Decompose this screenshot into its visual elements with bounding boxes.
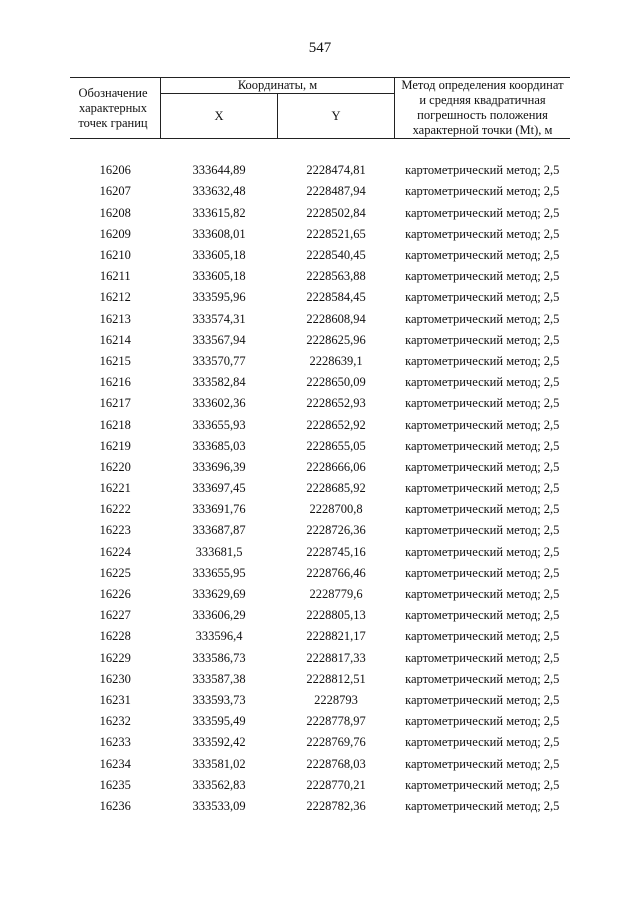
point-id-cell: 16235 [99, 777, 131, 792]
table-row [70, 775, 570, 796]
table-row [70, 266, 570, 287]
y-cell: 2228563,88 [306, 269, 366, 284]
method-cell: картометрический метод; 2,5 [405, 290, 560, 305]
point-id-cell: 16226 [99, 587, 131, 602]
table-header [70, 78, 570, 139]
method-cell: картометрический метод; 2,5 [405, 523, 560, 538]
table-row [70, 181, 570, 202]
point-id-cell: 16221 [99, 481, 131, 496]
table-row [70, 224, 570, 245]
y-cell: 2228821,17 [306, 629, 366, 644]
table-row [70, 160, 570, 181]
x-cell: 333592,42 [192, 735, 246, 750]
y-cell: 2228778,97 [306, 714, 366, 729]
point-id-cell: 16209 [99, 226, 131, 241]
table-row [70, 626, 570, 647]
point-id-cell: 16219 [99, 438, 131, 453]
header-y: Y [278, 94, 395, 139]
method-cell: картометрический метод; 2,5 [405, 756, 560, 771]
table-row [70, 457, 570, 478]
y-cell: 2228817,33 [306, 650, 366, 665]
point-id-cell: 16222 [99, 502, 131, 517]
table-row [70, 372, 570, 393]
y-cell: 2228779,6 [309, 587, 363, 602]
y-cell: 2228812,51 [306, 671, 366, 686]
x-cell: 333582,84 [192, 375, 246, 390]
method-cell: картометрический метод; 2,5 [405, 163, 560, 178]
x-cell: 333567,94 [192, 332, 246, 347]
point-id-cell: 16227 [99, 608, 131, 623]
x-cell: 333608,01 [192, 226, 246, 241]
x-cell: 333685,03 [192, 438, 246, 453]
method-cell: картометрический метод; 2,5 [405, 777, 560, 792]
table-row [70, 563, 570, 584]
method-cell: картометрический метод; 2,5 [405, 205, 560, 220]
table-row [70, 478, 570, 499]
x-cell: 333595,49 [192, 714, 246, 729]
y-cell: 2228700,8 [309, 502, 363, 517]
point-id-cell: 16231 [99, 692, 131, 707]
x-cell: 333615,82 [192, 205, 246, 220]
point-id-cell: 16236 [99, 798, 131, 813]
point-id-cell: 16208 [99, 205, 131, 220]
y-cell: 2228639,1 [309, 353, 363, 368]
x-cell: 333570,77 [192, 353, 246, 368]
table-row [70, 287, 570, 308]
x-cell: 333681,5 [195, 544, 243, 559]
point-id-cell: 16216 [99, 375, 131, 390]
y-cell: 2228521,65 [306, 226, 366, 241]
header-method-line: характерной точки (Mt), м [412, 123, 553, 137]
table-row [70, 732, 570, 753]
table-body [70, 139, 570, 818]
point-id-cell: 16228 [99, 629, 131, 644]
header-point-label-line: точек границ [78, 115, 148, 130]
method-cell: картометрический метод; 2,5 [405, 544, 560, 559]
x-cell: 333533,09 [192, 798, 246, 813]
point-id-cell: 16223 [99, 523, 131, 538]
method-cell: картометрический метод; 2,5 [405, 269, 560, 284]
x-cell: 333574,31 [192, 311, 246, 326]
method-cell: картометрический метод; 2,5 [405, 565, 560, 580]
y-cell: 2228745,16 [306, 544, 366, 559]
table-row [70, 499, 570, 520]
header-point-label-line: Обозначение [78, 85, 148, 100]
point-id-cell: 16233 [99, 735, 131, 750]
y-cell: 2228770,21 [306, 777, 366, 792]
method-cell: картометрический метод; 2,5 [405, 375, 560, 390]
y-cell: 2228584,45 [306, 290, 366, 305]
method-cell: картометрический метод; 2,5 [405, 502, 560, 517]
table-row [70, 711, 570, 732]
point-id-cell: 16218 [99, 417, 131, 432]
point-id-cell: 16213 [99, 311, 131, 326]
method-cell: картометрический метод; 2,5 [405, 798, 560, 813]
method-cell: картометрический метод; 2,5 [405, 735, 560, 750]
method-cell: картометрический метод; 2,5 [405, 332, 560, 347]
y-cell: 2228805,13 [306, 608, 366, 623]
method-cell: картометрический метод; 2,5 [405, 311, 560, 326]
y-cell: 2228652,93 [306, 396, 366, 411]
table-row [70, 753, 570, 774]
point-id-cell: 16210 [99, 248, 131, 263]
table-row [70, 542, 570, 563]
table-row [70, 436, 570, 457]
header-x: X [161, 94, 278, 139]
method-cell: картометрический метод; 2,5 [405, 629, 560, 644]
x-cell: 333655,95 [192, 565, 246, 580]
x-cell: 333593,73 [192, 692, 246, 707]
y-cell: 2228766,46 [306, 565, 366, 580]
method-cell: картометрический метод; 2,5 [405, 184, 560, 199]
x-cell: 333606,29 [192, 608, 246, 623]
method-cell: картометрический метод; 2,5 [405, 608, 560, 623]
y-cell: 2228726,36 [306, 523, 366, 538]
header-method-line: Метод определения координат [401, 78, 564, 92]
point-id-cell: 16230 [99, 671, 131, 686]
point-id-cell: 16217 [99, 396, 131, 411]
table-row [70, 203, 570, 224]
y-cell: 2228608,94 [306, 311, 366, 326]
x-cell: 333605,18 [192, 248, 246, 263]
table-row [70, 690, 570, 711]
x-cell: 333586,73 [192, 650, 246, 665]
table-row [70, 393, 570, 414]
x-cell: 333655,93 [192, 417, 246, 432]
point-id-cell: 16215 [99, 353, 131, 368]
table-row [70, 669, 570, 690]
method-cell: картометрический метод; 2,5 [405, 459, 560, 474]
point-id-cell: 16232 [99, 714, 131, 729]
table-row [70, 351, 570, 372]
method-cell: картометрический метод; 2,5 [405, 650, 560, 665]
header-point-label-line: характерных [79, 100, 147, 115]
y-cell: 2228502,84 [306, 205, 366, 220]
x-cell: 333697,45 [192, 481, 246, 496]
page-number: 547 [308, 40, 332, 56]
header-point-label [70, 78, 161, 139]
method-cell: картометрический метод; 2,5 [405, 587, 560, 602]
x-cell: 333595,96 [192, 290, 246, 305]
method-cell: картометрический метод; 2,5 [405, 396, 560, 411]
x-cell: 333687,87 [192, 523, 246, 538]
header-method-line: погрешность положения [417, 108, 548, 122]
method-cell: картометрический метод; 2,5 [405, 417, 560, 432]
table-row [70, 648, 570, 669]
table-row [70, 245, 570, 266]
table-row [70, 330, 570, 351]
method-cell: картометрический метод; 2,5 [405, 481, 560, 496]
y-cell: 2228769,76 [306, 735, 366, 750]
y-cell: 2228487,94 [306, 184, 366, 199]
point-id-cell: 16225 [99, 565, 131, 580]
y-cell: 2228540,45 [306, 248, 366, 263]
point-id-cell: 16214 [99, 332, 131, 347]
method-cell: картометрический метод; 2,5 [405, 226, 560, 241]
y-cell: 2228768,03 [306, 756, 366, 771]
point-id-cell: 16234 [99, 756, 131, 771]
point-id-cell: 16229 [99, 650, 131, 665]
point-id-cell: 16224 [99, 544, 131, 559]
coordinates-table [70, 77, 570, 817]
x-cell: 333602,36 [192, 396, 246, 411]
table-row [70, 605, 570, 626]
table-row [70, 584, 570, 605]
x-cell: 333691,76 [192, 502, 246, 517]
header-coordinates: Координаты, м [161, 78, 395, 94]
y-cell: 2228625,96 [306, 332, 366, 347]
method-cell: картометрический метод; 2,5 [405, 438, 560, 453]
x-cell: 333581,02 [192, 756, 246, 771]
x-cell: 333562,83 [192, 777, 246, 792]
point-id-cell: 16211 [99, 269, 131, 284]
y-cell: 2228666,06 [306, 459, 366, 474]
y-cell: 2228655,05 [306, 438, 366, 453]
x-cell: 333605,18 [192, 269, 246, 284]
x-cell: 333696,39 [192, 459, 246, 474]
x-cell: 333632,48 [192, 184, 246, 199]
x-cell: 333596,4 [195, 629, 243, 644]
method-cell: картометрический метод; 2,5 [405, 353, 560, 368]
table-row [70, 520, 570, 541]
y-cell: 2228474,81 [306, 163, 366, 178]
y-cell: 2228650,09 [306, 375, 366, 390]
method-cell: картометрический метод; 2,5 [405, 671, 560, 686]
method-cell: картометрический метод; 2,5 [405, 248, 560, 263]
y-cell: 2228652,92 [306, 417, 366, 432]
y-cell: 2228793 [314, 692, 358, 707]
x-cell: 333644,89 [192, 163, 246, 178]
y-cell: 2228782,36 [306, 798, 366, 813]
method-cell: картометрический метод; 2,5 [405, 692, 560, 707]
table-row [70, 309, 570, 330]
table-row [70, 414, 570, 435]
point-id-cell: 16220 [99, 459, 131, 474]
header-method-line: и средняя квадратичная [419, 93, 546, 107]
y-cell: 2228685,92 [306, 481, 366, 496]
point-id-cell: 16206 [99, 163, 131, 178]
x-cell: 333629,69 [192, 587, 246, 602]
point-id-cell: 16212 [99, 290, 131, 305]
x-cell: 333587,38 [192, 671, 246, 686]
point-id-cell: 16207 [99, 184, 131, 199]
header-method [395, 78, 571, 139]
method-cell: картометрический метод; 2,5 [405, 714, 560, 729]
table-row [70, 796, 570, 817]
